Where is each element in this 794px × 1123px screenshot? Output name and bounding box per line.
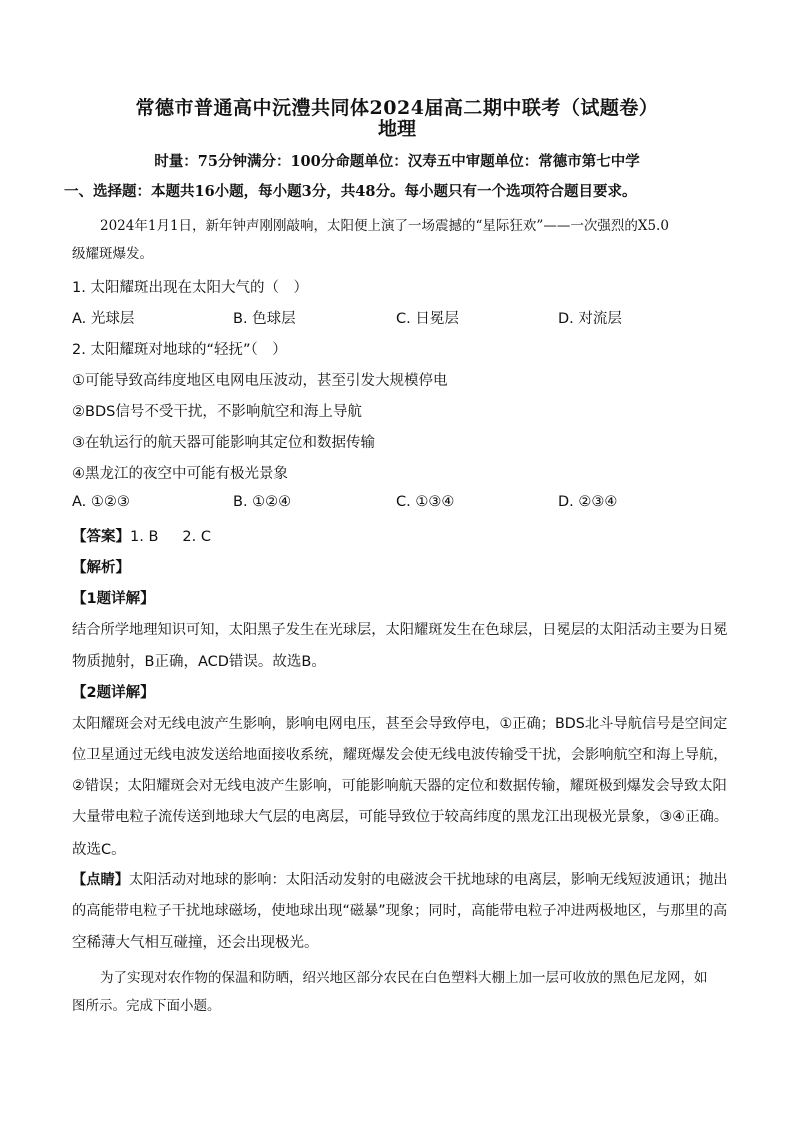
- question-1-option-b: B. 色球层: [233, 311, 296, 327]
- comment-line-2: 的高能带电粒子干扰地球磁场，使地球出现“磁暴”现象；同时，高能带电粒子冲进两极地区，与那里的高: [72, 903, 728, 919]
- analysis-label: 【解析】: [72, 560, 130, 576]
- question-1-option-d: D. 对流层: [558, 311, 622, 327]
- comment-line-3: 空稀薄大气相互碰撞，还会出现极光。: [72, 935, 319, 951]
- question-2-option-a: A. ①②③: [72, 494, 130, 510]
- question-2-option-b: B. ①②④: [233, 494, 292, 510]
- detail-2-line-5: 故选C。: [72, 842, 126, 858]
- passage-2-line-1: 为了实现对农作物的保温和防晒，绍兴地区部分农民在白色塑料大棚上加一层可收放的黑色尼龙网，如: [100, 970, 708, 986]
- question-2-item-3: ③在轨运行的航天器可能影响其定位和数据传输: [72, 435, 375, 451]
- comment-label: 【点睛】: [72, 872, 130, 888]
- question-2-item-1: ①可能导致高纬度地区电网电压波动，甚至引发大规模停电: [72, 373, 448, 389]
- question-2-option-d: D. ②③④: [558, 494, 618, 510]
- detail-2-line-2: 位卫星通过无线电波发送给地面接收系统，耀斑爆发会使无线电波传输受干扰，会影响航空和海上导航，: [72, 747, 728, 763]
- question-1-option-c: C. 日冕层: [396, 311, 459, 327]
- comment-text-1: 太阳活动对地球的影响：太阳活动发射的电磁波会干扰地球的电离层，影响无线短波通讯；抛出: [129, 872, 728, 888]
- detail-2-line-3: ②错误；太阳耀斑会对无线电波产生影响，可能影响航天器的定位和数据传输，耀斑极到爆发会导致太阳: [72, 778, 727, 794]
- answer-value-2: 2. C: [182, 529, 211, 545]
- detail-1-line-2: 物质抛射，B正确，ACD错误。故选B。: [72, 654, 326, 670]
- section-heading: 一、选择题：本题共16小题，每小题3分，共48分。每小题只有一个选项符合题目要求。: [64, 183, 637, 200]
- question-2-item-2: ②BDS信号不受干扰，不影响航空和海上导航: [72, 404, 362, 420]
- answer-value-1: 1. B: [130, 529, 159, 545]
- passage-2-line-2: 图所示。完成下面小题。: [72, 998, 221, 1014]
- exam-title: 常德市普通高中沅澧共同体2024届高二期中联考（试题卷）: [135, 97, 659, 119]
- detail-1-label: 【1题详解】: [72, 591, 155, 607]
- answer-line: [72, 525, 211, 546]
- passage-1-line-1: 2024年1月1日，新年钟声刚刚敲响，太阳便上演了一场震撼的“星际狂欢”——一次强烈的X5.0: [100, 218, 669, 234]
- question-2-option-c: C. ①③④: [396, 494, 455, 510]
- exam-info: 时量：75分钟满分：100分命题单位：汉寿五中审题单位：常德市第七中学: [154, 153, 640, 170]
- question-2-stem: 2. 太阳耀斑对地球的“轻抚”（ ）: [72, 342, 287, 358]
- detail-2-label: 【2题详解】: [72, 685, 155, 701]
- detail-2-line-4: 大量带电粒子流传送到地球大气层的电离层，可能导致位于较高纬度的黑龙江出现极光景象，③④正确。: [72, 809, 729, 825]
- question-1-option-a: A. 光球层: [72, 311, 135, 327]
- question-1-stem: 1. 太阳耀斑出现在太阳大气的（ ）: [72, 280, 308, 296]
- question-2-item-4: ④黑龙江的夜空中可能有极光景象: [72, 466, 288, 482]
- detail-2-line-1: 太阳耀斑会对无线电波产生影响，影响电网电压，甚至会导致停电，①正确；BDS北斗导航信号是空间定: [72, 716, 728, 732]
- answer-label: 【答案】: [72, 529, 130, 545]
- passage-1-line-2: 级耀斑爆发。: [72, 246, 153, 262]
- detail-1-line-1: 结合所学地理知识可知，太阳黑子发生在光球层，太阳耀斑发生在色球层，日冕层的太阳活动主要为日冕: [72, 622, 728, 638]
- subject-title: 地理: [377, 118, 416, 140]
- comment-line-1: [72, 869, 728, 889]
